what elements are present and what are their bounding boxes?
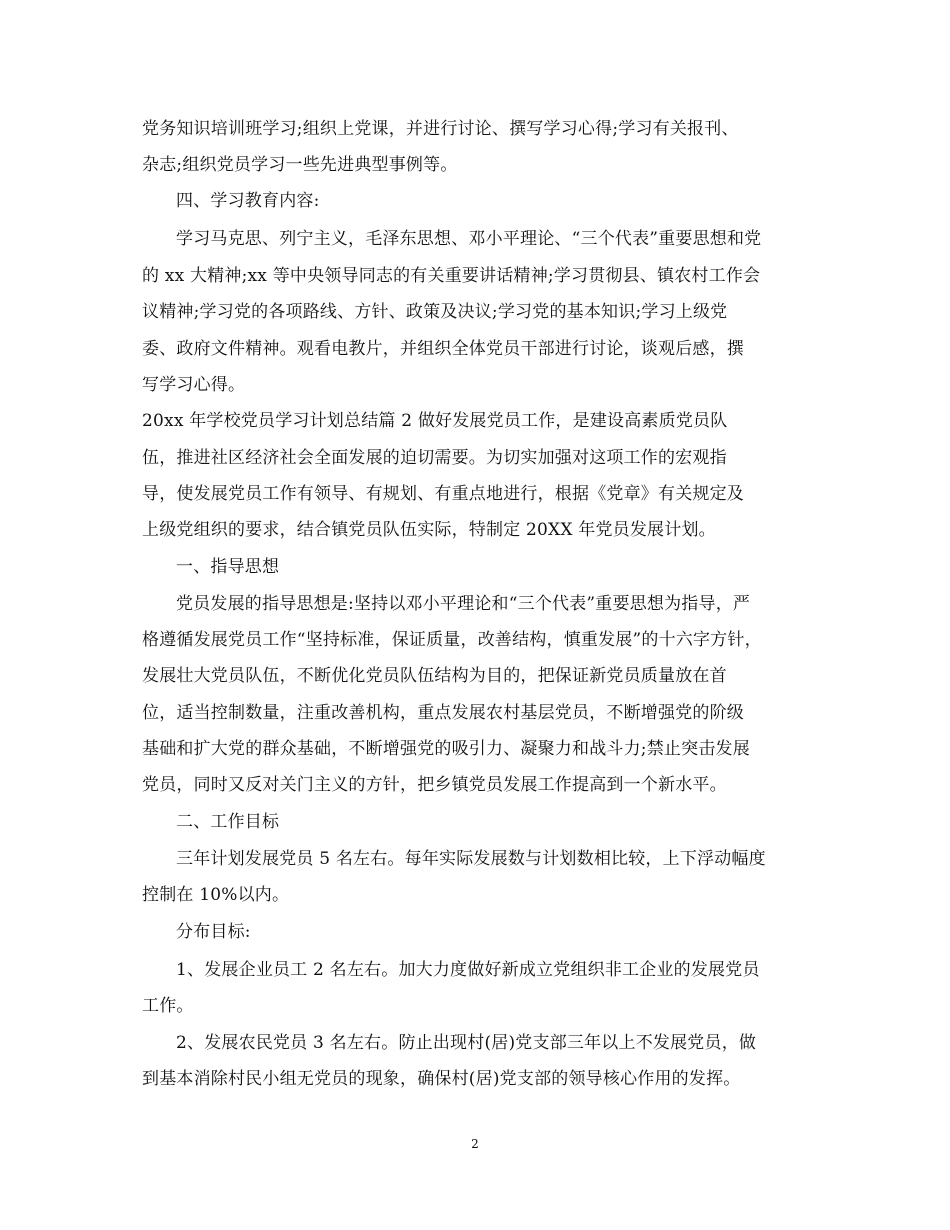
text-line: 导，使发展党员工作有领导、有规划、有重点地进行，根据《党章》有关规定及 <box>142 484 744 504</box>
text-line: 上级党组织的要求，结合镇党员队伍实际，特制定 20XX 年党员发展计划。 <box>142 520 716 540</box>
text-line: 写学习心得。 <box>142 375 246 395</box>
text-line: 学习马克思、列宁主义，毛泽东思想、邓小平理论、“三个代表”重要思想和党 <box>176 229 762 249</box>
text-line: 格遵循发展党员工作“坚持标准，保证质量，改善结构，慎重发展”的十六字方针， <box>142 630 762 650</box>
text-line: 1、发展企业员工 2 名左右。加大力度做好新成立党组织非工企业的发展党员 <box>176 960 760 980</box>
text-line: 发展壮大党员队伍，不断优化党员队伍结构为目的，把保证新党员质量放在首 <box>142 666 727 686</box>
text-line: 到基本消除村民小组无党员的现象，确保村(居)党支部的领导核心作用的发挥。 <box>142 1069 741 1089</box>
text-line: 工作。 <box>142 996 194 1016</box>
text-line: 分布目标: <box>176 922 251 942</box>
page-number: 2 <box>471 1137 479 1151</box>
text-line: 杂志;组织党员学习一些先进典型事例等。 <box>142 155 458 175</box>
text-line: 伍，推进社区经济社会全面发展的迫切需要。为切实加强对这项工作的宏观指 <box>142 448 727 468</box>
section-heading: 二、工作目标 <box>176 812 280 832</box>
text-line: 控制在 10%以内。 <box>142 885 290 905</box>
text-line: 委、政府文件精神。观看电教片，并组织全体党员干部进行讨论，谈观后感，撰 <box>142 339 744 359</box>
text-line: 党员，同时又反对关门主义的方针，把乡镇党员发展工作提高到一个新水平。 <box>142 775 727 795</box>
section-heading: 四、学习教育内容: <box>176 191 320 211</box>
text-line: 位，适当控制数量，注重改善机构，重点发展农村基层党员，不断增强党的阶级 <box>142 703 744 723</box>
text-line: 的 xx 大精神;xx 等中央领导同志的有关重要讲话精神;学习贯彻县、镇农村工作会 <box>142 266 761 286</box>
text-line: 基础和扩大党的群众基础，不断增强党的吸引力、凝聚力和战斗力;禁止突击发展 <box>142 739 750 759</box>
section-heading: 一、指导思想 <box>176 557 280 577</box>
article-title-line: 20xx 年学校党员学习计划总结篇 2 做好发展党员工作，是建设高素质党员队 <box>142 411 728 431</box>
text-line: 议精神;学习党的各项路线、方针、政策及决议;学习党的基本知识;学习上级党 <box>142 302 728 322</box>
text-line: 2、发展农民党员 3 名左右。防止出现村(居)党支部三年以上不发展党员，做 <box>176 1033 757 1053</box>
text-line: 党员发展的指导思想是:坚持以邓小平理论和“三个代表”重要思想为指导，严 <box>176 594 751 614</box>
text-line: 党务知识培训班学习;组织上党课，并进行讨论、撰写学习心得;学习有关报刊、 <box>142 119 739 139</box>
text-line: 三年计划发展党员 5 名左右。每年实际发展数与计划数相比较，上下浮动幅度 <box>176 849 766 869</box>
